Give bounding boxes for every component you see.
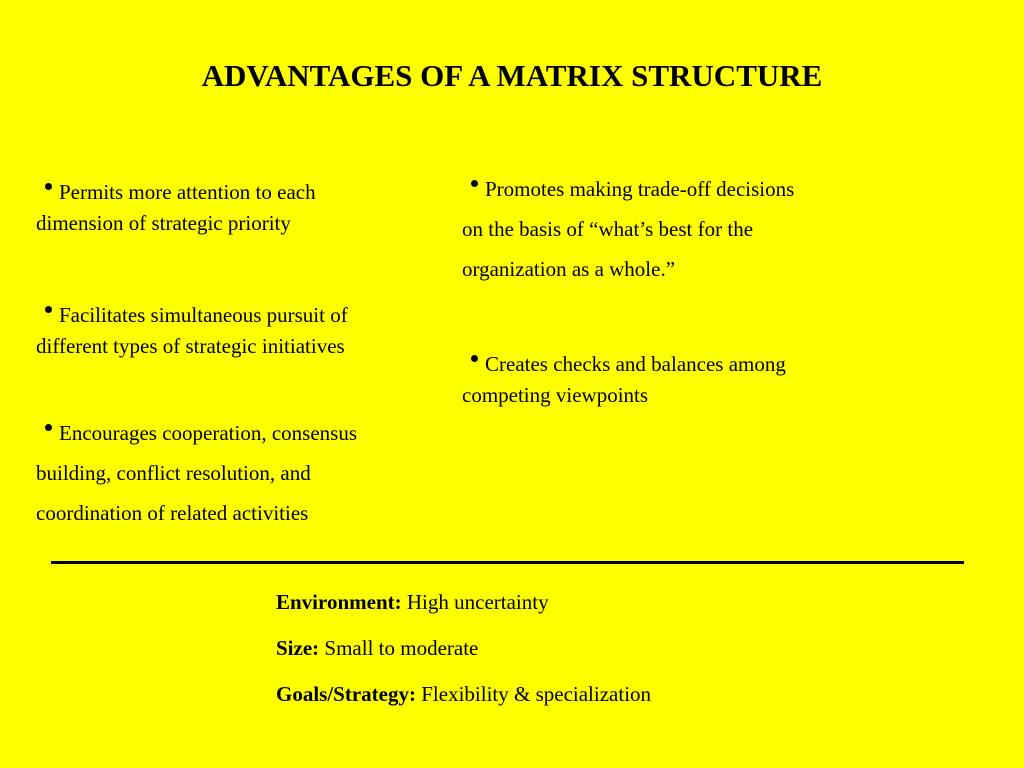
advantage-text-line: on the basis of “what’s best for the xyxy=(462,217,754,241)
advantage-text-line: Facilitates simultaneous pursuit of xyxy=(59,303,348,327)
advantage-text-line: organization as a whole.” xyxy=(462,257,676,281)
divider xyxy=(51,561,964,564)
property-row xyxy=(276,632,651,678)
advantage-text-line: building, conflict resolution, and xyxy=(36,461,311,485)
advantage-text-line: coordination of related activities xyxy=(36,501,309,525)
slide-title: ADVANTAGES OF A MATRIX STRUCTURE xyxy=(201,58,823,93)
advantage-text-line: Encourages cooperation, consensus xyxy=(59,421,357,445)
advantage-text-line: Creates checks and balances among xyxy=(485,352,786,376)
advantage-item xyxy=(462,169,794,289)
advantage-item xyxy=(462,349,786,411)
property-row xyxy=(276,586,651,632)
property-label: Environment: xyxy=(276,590,402,614)
bullet-icon xyxy=(471,355,478,362)
advantage-text-line: different types of strategic initiatives xyxy=(36,334,345,358)
structure-properties xyxy=(276,586,651,724)
advantage-text-line: competing viewpoints xyxy=(462,383,649,407)
advantage-text-line: Permits more attention to each xyxy=(59,180,316,204)
advantage-text-line: dimension of strategic priority xyxy=(36,211,291,235)
bullet-icon xyxy=(45,424,52,431)
advantage-item xyxy=(36,177,316,239)
bullet-icon xyxy=(471,180,478,187)
property-value: High uncertainty xyxy=(406,590,549,614)
bullet-icon xyxy=(45,306,52,313)
advantage-item xyxy=(36,300,348,362)
property-label: Goals/Strategy: xyxy=(276,682,416,706)
property-row xyxy=(276,678,651,724)
property-value: Flexibility & specialization xyxy=(421,682,652,706)
advantage-item xyxy=(36,413,357,533)
property-label: Size: xyxy=(276,636,320,660)
bullet-icon xyxy=(45,183,52,190)
property-value: Small to moderate xyxy=(324,636,479,660)
advantage-text-line: Promotes making trade-off decisions xyxy=(485,177,795,201)
